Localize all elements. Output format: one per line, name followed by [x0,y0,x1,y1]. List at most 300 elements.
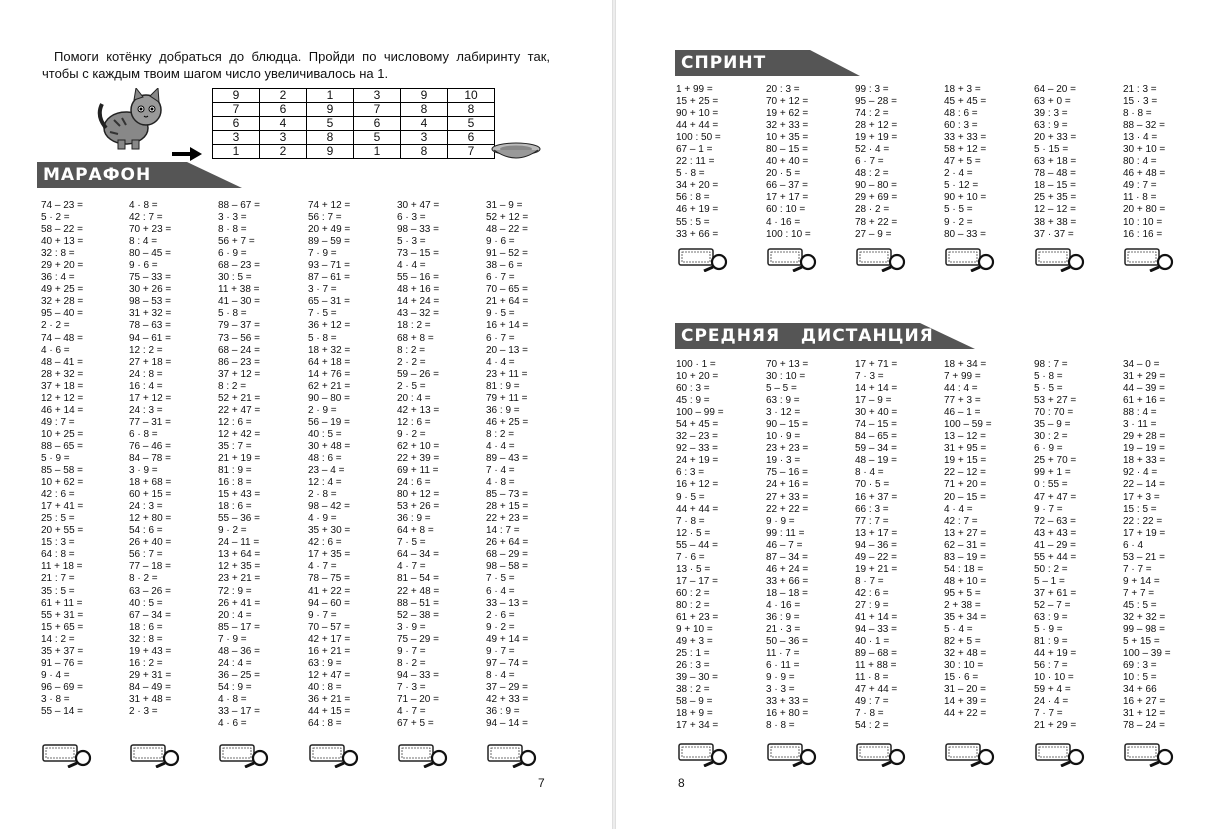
example-item: 35 + 34 = [944,611,987,623]
example-item: 67 – 1 = [676,144,713,156]
example-item: 9 · 5 = [676,491,705,503]
example-item: 10 : 10 = [1123,216,1163,228]
example-item: 15 + 65 = [41,621,84,633]
example-item: 11 · 7 = [766,648,800,660]
example-item: 8 : 2 = [486,428,515,440]
example-item: 40 + 40 = [766,156,809,168]
example-item: 89 – 43 = [486,452,528,464]
page-number: 7 [538,776,545,790]
example-item: 98 – 42 = [308,501,350,513]
example-item: 10 + 62 = [41,477,84,489]
example-item: 55 – 36 = [218,513,260,525]
maze-cell: 3 [213,131,260,145]
example-item: 4 · 8 = [218,693,247,705]
example-item: 15 · 3 = [1123,96,1158,108]
example-item: 85 – 17 = [218,621,260,633]
example-item: 8 : 2 = [218,380,247,392]
example-item: 38 + 38 = [1034,216,1077,228]
example-item: 48 : 6 = [308,452,342,464]
example-item: 4 · 16 = [766,599,801,611]
example-item: 40 : 8 = [308,681,342,693]
example-item: 8 : 2 = [397,344,426,356]
example-item: 89 – 59 = [308,236,350,248]
example-item: 80 – 33 = [944,228,986,240]
example-item: 74 – 48 = [41,332,83,344]
example-item: 77 + 3 = [944,395,981,407]
example-item: 98 – 53 = [129,296,171,308]
example-item: 46 + 48 = [1123,168,1166,180]
example-item: 18 + 32 = [308,344,351,356]
example-item: 20 – 13 = [486,344,528,356]
example-item: 80 – 15 = [766,144,808,156]
example-item: 5 · 9 = [1034,624,1063,636]
example-item: 54 : 6 = [129,525,163,537]
example-item: 27 + 18 = [129,356,172,368]
example-item: 10 · 10 = [1034,672,1074,684]
example-item: 9 + 10 = [676,624,713,636]
example-item: 16 + 27 = [1123,696,1166,708]
middle-column-6 [1123,359,1171,732]
maze-cell: 9 [213,89,260,103]
example-item: 48 : 6 = [944,108,978,120]
example-item: 30 + 10 = [1123,144,1166,156]
example-item: 35 – 9 = [1034,419,1071,431]
example-item: 23 + 11 = [486,368,528,380]
example-item: 91 – 52 = [486,248,528,260]
example-item: 88 – 51 = [397,597,439,609]
example-item: 53 + 26 = [397,501,440,513]
example-item: 16 + 80 = [766,708,809,720]
example-item: 17 + 3 = [1123,491,1160,503]
example-item: 18 + 68 = [129,477,172,489]
middle-column-4 [944,359,992,720]
example-item: 2 · 6 = [486,609,515,621]
maze-cell: 6 [260,103,307,117]
example-item: 9 · 7 = [308,609,337,621]
example-item: 5 · 5 = [1034,383,1063,395]
example-item: 44 : 4 = [944,383,978,395]
example-item: 70 + 23 = [129,224,172,236]
example-item: 85 – 73 = [486,489,528,501]
example-item: 17 + 71 = [855,359,898,370]
example-item: 92 – 33 = [676,443,718,455]
example-item: 64 – 20 = [1034,84,1076,95]
example-item: 47 + 44 = [855,684,898,696]
example-item: 10 · 9 = [766,431,801,443]
example-item: 55 + 31 = [41,609,84,621]
marathon-banner [37,162,242,188]
example-item: 14 : 2 = [41,633,75,645]
example-item: 31 – 9 = [486,200,523,211]
marathon-column-5 [397,200,439,730]
example-item: 88 – 32 = [1123,120,1165,132]
example-item: 19 + 15 = [944,455,987,467]
example-item: 8 · 7 = [855,575,884,587]
example-item: 82 + 5 = [944,636,981,648]
example-item: 6 · 8 = [129,428,158,440]
example-item: 22 : 22 = [1123,515,1163,527]
maze-cell: 4 [260,117,307,131]
example-item: 46 + 14 = [41,404,84,416]
example-item: 76 – 46 = [129,440,171,452]
example-item: 80 – 45 = [129,248,171,260]
example-item: 5 · 3 = [397,236,426,248]
example-item: 24 + 16 = [766,479,809,491]
example-item: 98 – 58 = [486,561,528,573]
example-item: 18 + 3 = [944,84,981,95]
calculator-magnifier-icon [767,246,819,272]
example-item: 28 · 2 = [855,204,890,216]
maze-cell: 3 [354,89,401,103]
example-item: 4 · 6 = [41,344,70,356]
example-item: 8 · 4 = [486,669,515,681]
example-item: 61 + 16 = [1123,395,1166,407]
example-item: 70 – 57 = [308,621,350,633]
example-item: 74 : 2 = [855,108,889,120]
example-item: 25 + 35 = [1034,192,1077,204]
sprint-column-3 [855,84,897,241]
example-item: 50 – 36 = [766,636,808,648]
maze-cell: 3 [260,131,307,145]
example-item: 9 · 9 = [766,515,795,527]
maze-cell: 3 [401,131,448,145]
example-item: 63 : 9 = [1034,120,1068,132]
example-item: 11 + 18 = [41,561,83,573]
example-item: 69 + 11 = [397,465,439,477]
example-item: 30 + 26 = [129,284,172,296]
example-item: 26 : 3 = [676,660,710,672]
example-item: 34 + 20 = [676,180,719,192]
example-item: 47 + 5 = [944,156,981,168]
example-item: 94 – 33 = [397,669,439,681]
example-item: 18 – 15 = [1034,180,1076,192]
example-item: 18 : 6 = [218,501,252,513]
example-item: 41 – 30 = [218,296,260,308]
example-item: 89 – 68 = [855,648,897,660]
example-item: 37 · 37 = [1034,228,1074,240]
example-item: 16 : 2 = [129,657,163,669]
calculator-magnifier-icon [309,742,361,768]
example-item: 29 + 20 = [41,260,84,272]
example-item: 5 + 15 = [1123,636,1160,648]
example-item: 6 : 3 = [676,467,705,479]
example-item: 9 · 2 = [218,525,247,537]
example-item: 23 + 21 = [218,573,261,585]
example-item: 56 : 7 = [1034,660,1068,672]
example-item: 27 + 33 = [766,491,809,503]
example-item: 20 : 4 = [218,609,252,621]
example-item: 88 – 65 = [41,440,83,452]
middle-column-5 [1034,359,1076,732]
example-item: 4 · 16 = [766,216,801,228]
maze-cell: 4 [401,117,448,131]
example-item: 0 : 55 = [1034,479,1068,491]
example-item: 12 + 12 = [41,392,84,404]
example-item: 18 – 18 = [766,587,808,599]
example-item: 44 + 19 = [1034,648,1077,660]
calculator-magnifier-icon [130,742,182,768]
example-item: 5 – 5 = [766,383,797,395]
maze-cell: 2 [260,145,307,159]
example-item: 56 – 19 = [308,416,350,428]
example-item: 52 + 21 = [218,392,261,404]
example-item: 56 + 7 = [218,236,255,248]
example-item: 67 – 34 = [129,609,171,621]
example-item: 60 : 10 = [766,204,806,216]
sprint-column-4 [944,84,986,241]
example-item: 17 + 12 = [129,392,172,404]
marathon-column-3 [218,200,260,730]
example-item: 55 – 14 = [41,705,83,717]
example-item: 19 + 43 = [129,645,172,657]
example-item: 44 + 22 = [944,708,987,720]
marathon-column-1 [41,200,83,718]
example-item: 56 : 8 = [676,192,710,204]
example-item: 31 + 29 = [1123,371,1166,383]
example-item: 6 · 4 = [486,585,515,597]
example-item: 70 – 65 = [486,284,528,296]
example-item: 7 + 7 = [1123,587,1155,599]
example-item: 40 · 1 = [855,636,890,648]
example-item: 13 · 5 = [676,563,711,575]
example-item: 14 + 24 = [397,296,440,308]
maze-row [213,145,495,159]
instruction-text: Помоги котёнку добраться до блюдца. Пройди по числовому лабиринту так, чтобы с каждым твоим шагом число увеличивалось на 1. [42,49,550,81]
example-item: 40 : 5 = [308,428,342,440]
example-item: 2 · 2 = [41,320,70,332]
example-item: 49 : 7 = [855,696,889,708]
example-item: 81 – 54 = [397,573,439,585]
example-item: 6 · 3 = [397,212,426,224]
calculator-magnifier-icon [678,741,730,767]
example-item: 7 · 5 = [486,573,515,585]
sprint-column-6 [1123,84,1165,241]
example-item: 64 : 8 = [308,718,342,730]
example-item: 90 – 15 = [766,419,808,431]
example-item: 6 · 9 = [218,248,247,260]
example-item: 7 · 3 = [397,681,426,693]
example-item: 75 – 29 = [397,633,439,645]
example-item: 72 : 9 = [218,585,252,597]
example-item: 7 · 8 = [676,515,705,527]
example-item: 19 + 62 = [766,108,809,120]
calculator-magnifier-icon [487,742,539,768]
example-item: 58 – 22 = [41,224,83,236]
example-item: 52 – 7 = [1034,599,1071,611]
example-item: 81 : 9 = [486,380,520,392]
example-item: 48 + 10 = [944,575,987,587]
example-item: 30 + 48 = [308,440,351,452]
example-item: 2 + 38 = [944,599,981,611]
example-item: 63 + 18 = [1034,156,1077,168]
example-item: 55 – 44 = [676,539,718,551]
example-item: 10 : 5 = [1123,672,1157,684]
example-item: 78 – 24 = [1123,720,1165,732]
example-item: 70 : 70 = [1034,407,1074,419]
example-item: 64 + 18 = [308,356,351,368]
example-item: 12 : 2 = [129,344,163,356]
example-item: 12 + 47 = [308,669,351,681]
example-item: 21 + 19 = [218,452,261,464]
example-item: 43 + 43 = [1034,527,1077,539]
example-item: 5 · 4 = [944,624,973,636]
example-item: 36 : 9 = [486,705,520,717]
example-item: 78 + 22 = [855,216,898,228]
example-item: 4 · 8 = [486,477,515,489]
example-item: 33 – 13 = [486,597,528,609]
example-item: 17 + 34 = [676,720,719,732]
example-item: 7 · 5 = [308,308,337,320]
middle-distance-title: СРЕДНЯЯ ДИСТАНЦИЯ [681,326,934,346]
example-item: 21 : 7 = [41,573,75,585]
example-item: 13 · 4 = [1123,132,1158,144]
example-item: 83 – 19 = [944,551,986,563]
example-item: 7 · 4 = [486,465,515,477]
example-item: 14 + 76 = [308,368,351,380]
example-item: 15 + 43 = [218,489,261,501]
maze-row [213,103,495,117]
example-item: 13 + 27 = [944,527,987,539]
example-item: 24 : 8 = [129,368,163,380]
example-item: 53 + 27 = [1034,395,1077,407]
example-item: 84 – 65 = [855,431,897,443]
sprint-title: СПРИНТ [681,53,767,73]
maze-cell: 9 [307,145,354,159]
maze-cell: 6 [213,117,260,131]
example-item: 5 · 15 = [1034,144,1069,156]
example-item: 42 + 33 = [486,693,529,705]
example-item: 36 : 9 = [397,513,431,525]
example-item: 94 – 33 = [855,624,897,636]
example-item: 20 – 15 = [944,491,986,503]
example-item: 5 · 2 = [41,212,70,224]
example-item: 55 – 16 = [397,272,439,284]
example-item: 90 + 10 = [676,108,719,120]
example-item: 6 · 7 = [486,332,515,344]
example-item: 62 + 10 = [397,440,440,452]
example-item: 48 – 41 = [41,356,83,368]
example-item: 44 + 44 = [676,503,719,515]
maze-row [213,117,495,131]
calculator-magnifier-icon [219,742,271,768]
example-item: 79 + 11 = [486,392,528,404]
marathon-column-2 [129,200,171,718]
example-item: 23 – 4 = [308,465,345,477]
example-item: 37 – 29 = [486,681,528,693]
example-item: 39 – 30 = [676,672,718,684]
example-item: 47 + 47 = [1034,491,1077,503]
example-item: 61 + 11 = [41,597,83,609]
example-item: 62 – 31 = [944,539,986,551]
example-item: 33 + 33 = [944,132,987,144]
marathon-title: МАРАФОН [43,165,152,185]
example-item: 58 + 12 = [944,144,987,156]
example-item: 24 : 4 = [218,657,252,669]
example-item: 44 + 15 = [308,705,351,717]
example-item: 15 : 3 = [41,537,75,549]
left-page [0,0,614,829]
example-item: 78 – 75 = [308,573,350,585]
example-item: 46 + 19 = [676,204,719,216]
example-item: 100 – 39 = [1123,648,1171,660]
example-item: 54 : 9 = [218,681,252,693]
example-item: 60 + 15 = [129,489,172,501]
example-item: 44 – 39 = [1123,383,1165,395]
calculator-magnifier-icon [1035,246,1087,272]
example-item: 17 + 19 = [1123,527,1166,539]
example-item: 7 · 3 = [855,371,884,383]
example-item: 98 – 33 = [397,224,439,236]
example-item: 60 : 3 = [676,383,710,395]
example-item: 60 : 3 = [944,120,978,132]
example-item: 14 + 14 = [855,383,898,395]
example-item: 26 + 41 = [218,597,261,609]
example-item: 54 : 2 = [855,720,889,732]
example-item: 6 · 11 = [766,660,800,672]
example-item: 9 · 7 = [1034,503,1063,515]
example-item: 52 · 4 = [855,144,890,156]
example-item: 72 – 63 = [1034,515,1076,527]
example-item: 32 + 33 = [766,120,809,132]
example-item: 81 : 9 = [218,465,252,477]
example-item: 100 – 59 = [944,419,992,431]
example-item: 13 + 64 = [218,549,261,561]
example-item: 11 + 88 = [855,660,897,672]
example-item: 11 · 8 = [1123,192,1157,204]
example-item: 16 + 12 = [676,479,719,491]
example-item: 90 – 80 = [308,392,350,404]
example-item: 45 : 5 = [1123,599,1157,611]
example-item: 7 · 9 = [218,633,247,645]
example-item: 78 – 63 = [129,320,171,332]
example-item: 18 + 33 = [1123,455,1166,467]
example-item: 99 + 1 = [1034,467,1071,479]
example-item: 37 + 61 = [1034,587,1077,599]
sprint-column-5 [1034,84,1076,241]
example-item: 36 + 21 = [308,693,351,705]
example-item: 28 + 15 = [486,501,529,513]
example-item: 22 + 47 = [218,404,261,416]
arrow-right-icon [172,147,202,161]
example-item: 42 : 7 = [944,515,978,527]
maze-cell: 6 [354,117,401,131]
example-item: 85 – 58 = [41,465,83,477]
example-item: 93 – 71 = [308,260,350,272]
sprint-banner [675,50,860,76]
example-item: 29 + 69 = [855,192,898,204]
example-item: 21 : 3 = [1123,84,1157,95]
example-item: 20 : 3 = [766,84,800,95]
example-item: 87 – 34 = [766,551,808,563]
middle-column-2 [766,359,808,732]
example-item: 45 + 45 = [944,96,987,108]
maze-cell: 1 [307,89,354,103]
example-item: 21 + 64 = [486,296,529,308]
example-item: 24 : 6 = [397,477,431,489]
maze-cell: 1 [354,145,401,159]
example-item: 11 · 8 = [855,672,889,684]
example-item: 24 – 11 = [218,537,260,549]
example-item: 31 + 12 = [1123,708,1166,720]
calculator-magnifier-icon [398,742,450,768]
example-item: 49 + 3 = [676,636,713,648]
example-item: 55 + 44 = [1034,551,1077,563]
calculator-magnifier-icon [42,742,94,768]
example-item: 9 · 2 = [944,216,973,228]
example-item: 54 : 18 = [944,563,984,575]
example-item: 4 · 9 = [308,513,337,525]
example-item: 30 + 40 = [855,407,898,419]
